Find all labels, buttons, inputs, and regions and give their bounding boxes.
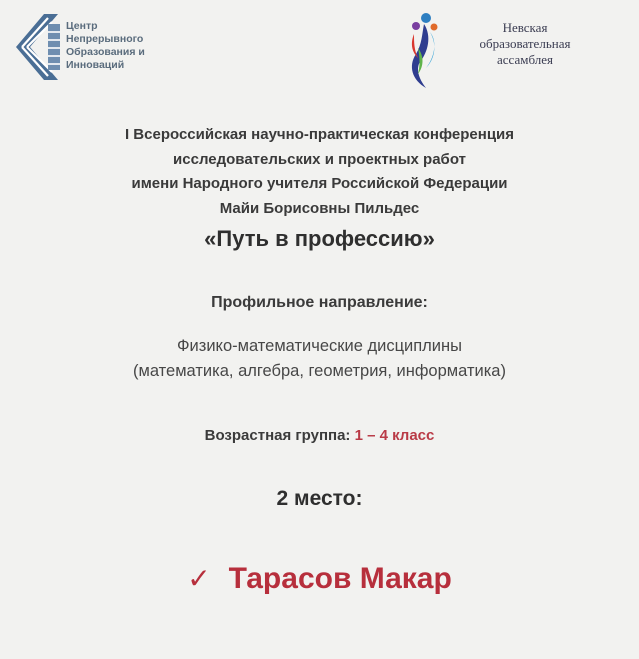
direction-label: Профильное направление: (211, 294, 428, 311)
cnoi-stripes-logo-icon (14, 10, 62, 84)
neva-logo-line: Невская (502, 20, 548, 35)
cnoi-logo (14, 10, 184, 85)
checkmark-icon: ✓ (187, 563, 211, 594)
cnoi-logo-line: Инноваций (66, 59, 125, 71)
neva-assembly-logo-text (450, 20, 600, 68)
neva-assembly-logo (404, 2, 594, 90)
cnoi-logo-text (66, 20, 186, 72)
direction-line: Физико-математические дисциплины (177, 337, 462, 355)
direction-line: (математика, алгебра, геометрия, информатика) (133, 362, 506, 380)
neva-logo-line: ассамблея (497, 52, 553, 67)
direction-text (0, 334, 639, 384)
winner (0, 562, 639, 596)
conference-title-line: имени Народного учителя Российской Федерации (131, 175, 508, 192)
age-group-label: Возрастная группа: (204, 427, 351, 444)
cnoi-logo-line: Центр (66, 20, 98, 32)
cnoi-logo-line: Непрерывного (66, 33, 144, 45)
conference-title-line: исследовательских и проектных работ (173, 150, 466, 168)
cnoi-logo-line: Образования и (66, 46, 145, 58)
conference-name: «Путь в профессию» (204, 226, 435, 251)
neva-assembly-figure-icon (404, 12, 444, 90)
conference-title-line: Майи Борисовны Пильдес (219, 199, 420, 217)
winner-name: Тарасов Макар (228, 562, 452, 595)
conference-title (0, 123, 639, 221)
conference-title-line: I Всероссийская научно-практическая конференция (124, 126, 515, 143)
place-heading: 2 место: (276, 487, 363, 510)
age-group-value: 1 – 4 класс (354, 427, 435, 444)
age-group (0, 427, 639, 444)
neva-logo-line: образовательная (479, 36, 571, 51)
